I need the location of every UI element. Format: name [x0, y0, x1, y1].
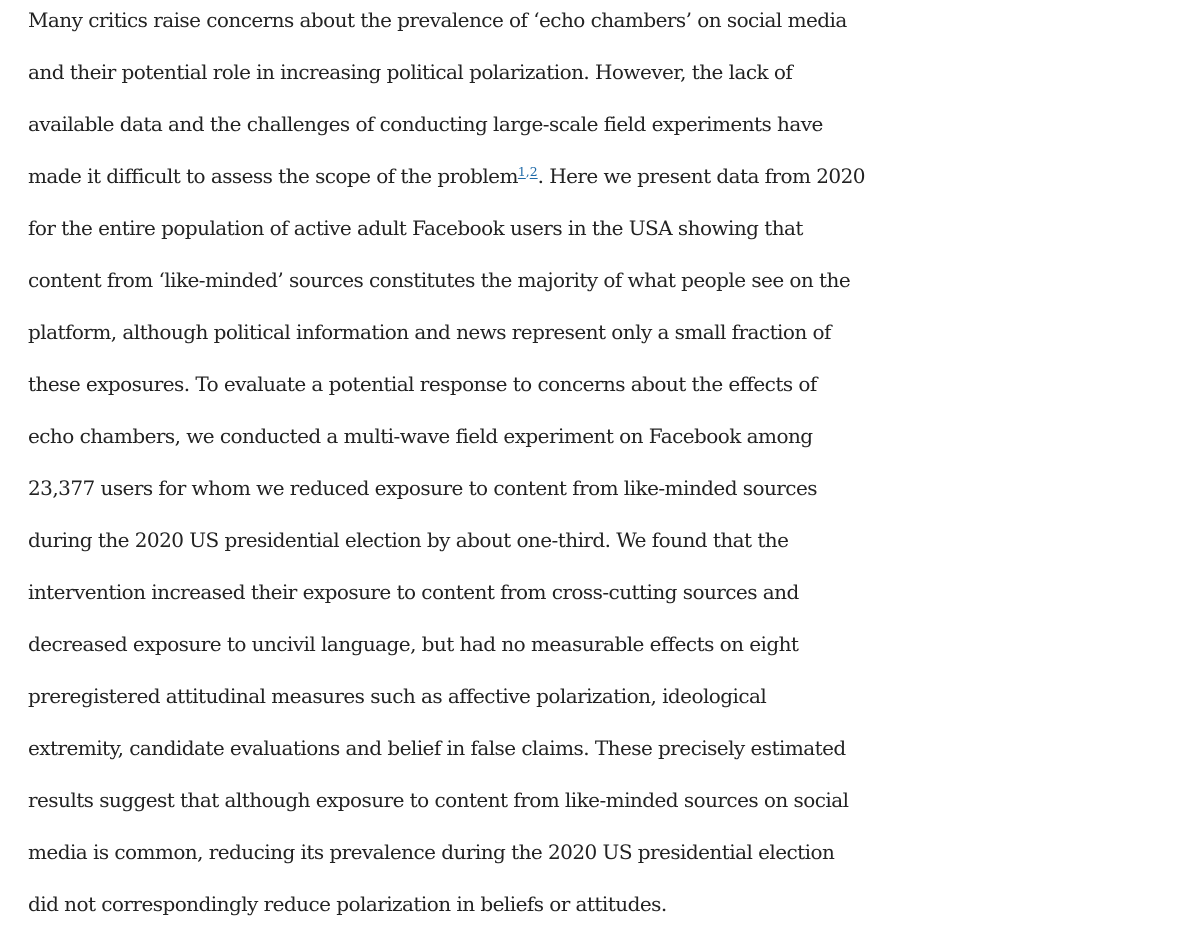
abstract-line: during the 2020 US presidential election by about one-third. We found that the	[28, 528, 789, 552]
abstract-line: media is common, reducing its prevalence during the 2020 US presidential election	[28, 840, 835, 864]
citation-separator: ,	[525, 164, 530, 180]
abstract-line: echo chambers, we conducted a multi-wave field experiment on Facebook among	[28, 424, 813, 448]
abstract-text: . Here we present data from 2020	[537, 164, 865, 188]
abstract-line: platform, although political information and news represent only a small fraction of	[28, 320, 831, 344]
abstract-line: intervention increased their exposure to content from cross-cutting sources and	[28, 580, 799, 604]
abstract-line: and their potential role in increasing political polarization. However, the lack of	[28, 60, 793, 84]
abstract-line: Many critics raise concerns about the prevalence of ‘echo chambers’ on social media	[28, 8, 847, 32]
abstract-line: these exposures. To evaluate a potential response to concerns about the effects of	[28, 372, 817, 396]
abstract-paragraph	[28, 0, 1200, 930]
citation-link-2[interactable]: 2	[529, 164, 538, 180]
abstract-line: for the entire population of active adult Facebook users in the USA showing that	[28, 216, 803, 240]
abstract-line: results suggest that although exposure to content from like-minded sources on social	[28, 788, 849, 812]
abstract-line: content from ‘like-minded’ sources constitutes the majority of what people see on the	[28, 268, 851, 292]
citation-link-1[interactable]: 1	[517, 164, 526, 180]
abstract-line: decreased exposure to uncivil language, but had no measurable effects on eight	[28, 632, 799, 656]
abstract-line: available data and the challenges of conducting large-scale field experiments have	[28, 112, 823, 136]
abstract-line-with-citations	[28, 150, 1200, 202]
abstract-text: made it difficult to assess the scope of the problem	[28, 164, 518, 188]
abstract-line: extremity, candidate evaluations and belief in false claims. These precisely estimated	[28, 736, 846, 760]
abstract-line: did not correspondingly reduce polarization in beliefs or attitudes.	[28, 892, 667, 916]
abstract-line: preregistered attitudinal measures such as affective polarization, ideological	[28, 684, 767, 708]
abstract-line: 23,377 users for whom we reduced exposure to content from like-minded sources	[28, 476, 817, 500]
